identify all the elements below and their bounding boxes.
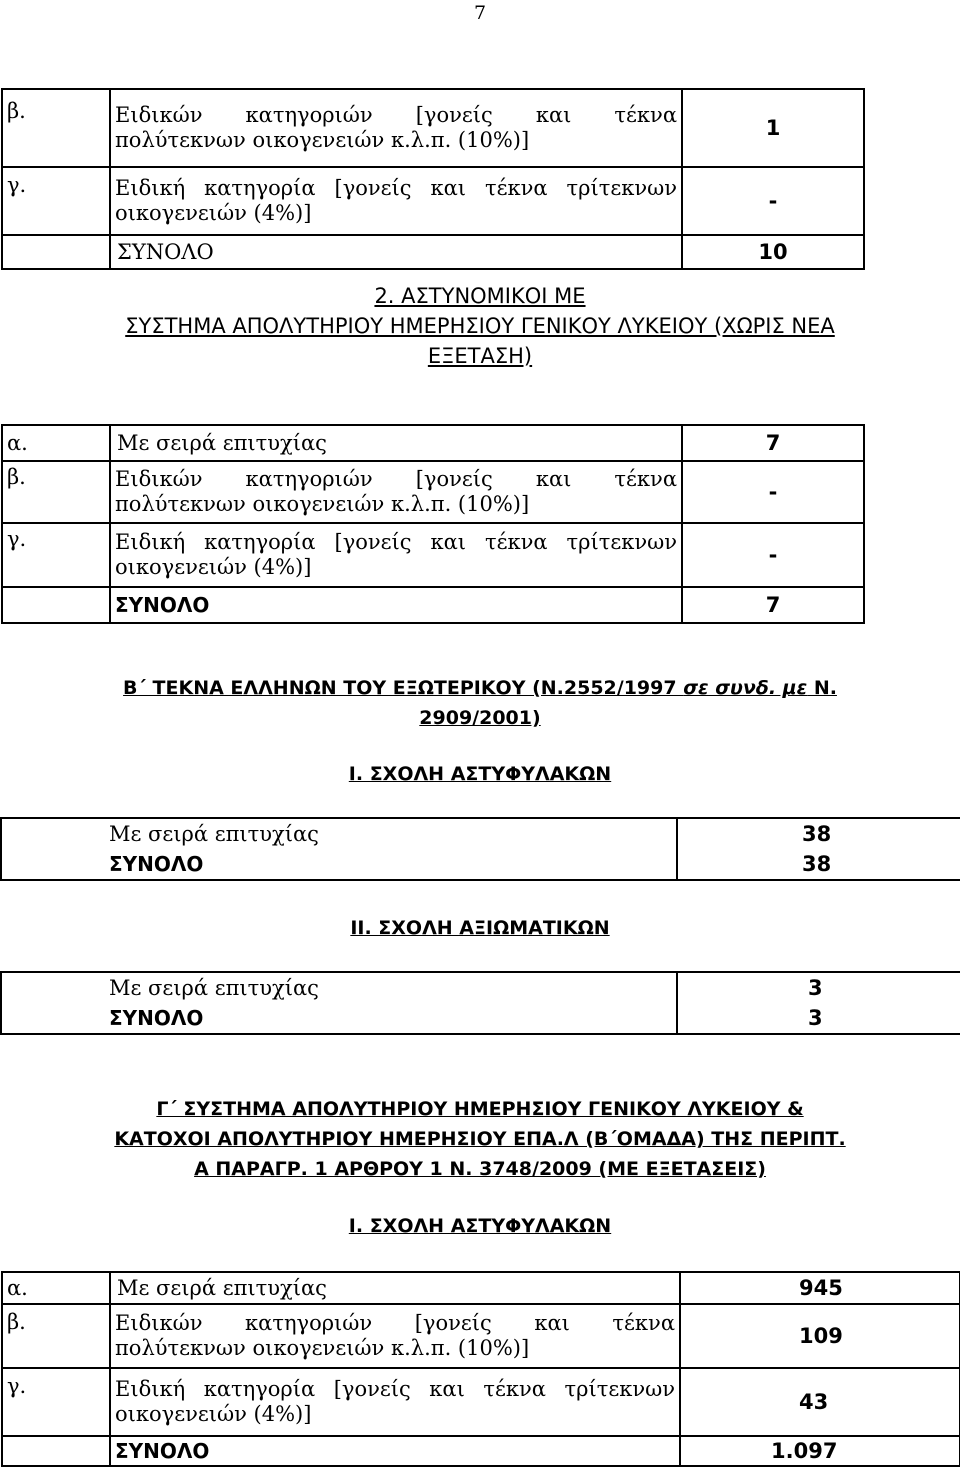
- row-letter: γ.: [2, 1368, 110, 1436]
- row-letter: β.: [2, 1304, 110, 1368]
- total-value: 10: [682, 235, 864, 269]
- row-letter: β.: [2, 89, 110, 167]
- row-text: Ειδικών κατηγοριών [γονείς και τέκνα πολύτεκνων οικογενειών κ.λ.π. (10%)]: [110, 1304, 680, 1368]
- row-value: 7: [682, 425, 864, 461]
- row-label: Με σειρά επιτυχίας: [107, 972, 677, 1003]
- table-row: [2, 1272, 960, 1304]
- row-text: Ειδική κατηγορία [γονείς και τέκνα τρίτεκνων οικογενειών (4%)]: [110, 167, 682, 235]
- section-g-heading-line3: Α ΠΑΡΑΓΡ. 1 ΑΡΘΡΟΥ 1 Ν. 3748/2009 (ΜΕ ΕΞΕΤΑΣΕΙΣ): [194, 1158, 766, 1180]
- section-2-heading-line2: ΣΥΣΤΗΜΑ ΑΠΟΛΥΤΗΡΙΟΥ ΗΜΕΡΗΣΙΟΥ ΓΕΝΙΚΟΥ ΛΥΚΕΙΟΥ (ΧΩΡΙΣ ΝΕΑ: [125, 314, 835, 338]
- section-g-heading-line1: Γ΄ ΣΥΣΤΗΜΑ ΑΠΟΛΥΤΗΡΙΟΥ ΗΜΕΡΗΣΙΟΥ ΓΕΝΙΚΟΥ ΛΥΚΕΙΟΥ &: [156, 1098, 804, 1120]
- table-row: [2, 167, 864, 235]
- row-value: 43: [680, 1368, 960, 1436]
- row-value: 38: [677, 818, 960, 849]
- table-row: [2, 425, 864, 461]
- section-2-heading-line1: 2. ΑΣΤΥΝΟΜΙΚΟΙ ΜΕ: [374, 284, 586, 308]
- total-value: 7: [682, 587, 864, 623]
- row-letter: β.: [2, 461, 110, 523]
- row-value: -: [682, 523, 864, 587]
- table-school-officers-b: [0, 971, 960, 1035]
- row-value: 109: [680, 1304, 960, 1368]
- total-label: ΣΥΝΟΛΟ: [110, 1436, 680, 1466]
- row-text: Ειδικών κατηγοριών [γονείς και τέκνα πολύτεκνων οικογενειών κ.λ.π. (10%)]: [110, 461, 682, 523]
- row-letter: α.: [2, 1272, 110, 1304]
- section-2-heading-line3: ΕΞΕΤΑΣΗ): [427, 344, 533, 368]
- table-row: [1, 849, 960, 880]
- section-b-heading-line2: 2909/2001): [419, 707, 541, 729]
- row-value: 945: [680, 1272, 960, 1304]
- total-label: ΣΥΝΟΛΟ: [107, 849, 677, 880]
- table-row: [1, 818, 960, 849]
- total-label: ΣΥΝΟΛΟ: [110, 235, 682, 269]
- total-label: ΣΥΝΟΛΟ: [107, 1003, 677, 1034]
- table-row: [2, 89, 864, 167]
- table-row: [2, 1304, 960, 1368]
- row-label: Με σειρά επιτυχίας: [107, 818, 677, 849]
- row-value: -: [682, 461, 864, 523]
- table-school-constables-g: [1, 1271, 960, 1467]
- table-row: [2, 1368, 960, 1436]
- row-letter: α.: [2, 425, 110, 461]
- total-value: 1.097: [680, 1436, 960, 1466]
- table-police-categories-a: [1, 88, 865, 270]
- section-b-heading-line1: Β΄ ΤΕΚΝΑ ΕΛΛΗΝΩΝ ΤΟΥ ΕΞΩΤΕΡΙΚΟΥ (Ν.2552/1997 σε συνδ. με Ν.: [123, 677, 837, 699]
- table-row-total: [2, 235, 864, 269]
- table-row-total: [2, 587, 864, 623]
- row-text: Με σειρά επιτυχίας: [110, 1272, 680, 1304]
- school-constables-heading-g: Ι. ΣΧΟΛΗ ΑΣΤΥΦΥΛΑΚΩΝ: [348, 1215, 612, 1237]
- school-constables-heading: Ι. ΣΧΟΛΗ ΑΣΤΥΦΥΛΑΚΩΝ: [348, 763, 612, 785]
- row-value: 3: [677, 972, 960, 1003]
- row-value: -: [682, 167, 864, 235]
- row-text: Με σειρά επιτυχίας: [110, 425, 682, 461]
- table-row: [2, 523, 864, 587]
- total-value: 38: [677, 849, 960, 880]
- table-row: [1, 972, 960, 1003]
- table-police-categories-b: [1, 424, 865, 624]
- row-letter: γ.: [2, 167, 110, 235]
- row-text: Ειδική κατηγορία [γονείς και τέκνα τρίτεκνων οικογενειών (4%)]: [110, 1368, 680, 1436]
- row-text: Ειδική κατηγορία [γονείς και τέκνα τρίτεκνων οικογενειών (4%)]: [110, 523, 682, 587]
- table-school-constables-b: [0, 817, 960, 881]
- total-value: 3: [677, 1003, 960, 1034]
- row-letter: γ.: [2, 523, 110, 587]
- page-number: 7: [473, 2, 487, 24]
- school-officers-heading: ΙΙ. ΣΧΟΛΗ ΑΞΙΩΜΑΤΙΚΩΝ: [350, 917, 610, 939]
- total-label: ΣΥΝΟΛΟ: [110, 587, 682, 623]
- row-value: 1: [682, 89, 864, 167]
- table-row: [2, 461, 864, 523]
- table-row: [1, 1003, 960, 1034]
- row-text: Ειδικών κατηγοριών [γονείς και τέκνα πολύτεκνων οικογενειών κ.λ.π. (10%)]: [110, 89, 682, 167]
- section-g-heading-line2: ΚΑΤΟΧΟΙ ΑΠΟΛΥΤΗΡΙΟΥ ΗΜΕΡΗΣΙΟΥ ΕΠΑ.Λ (Β΄ΟΜΑΔΑ) ΤΗΣ ΠΕΡΙΠΤ.: [114, 1128, 846, 1150]
